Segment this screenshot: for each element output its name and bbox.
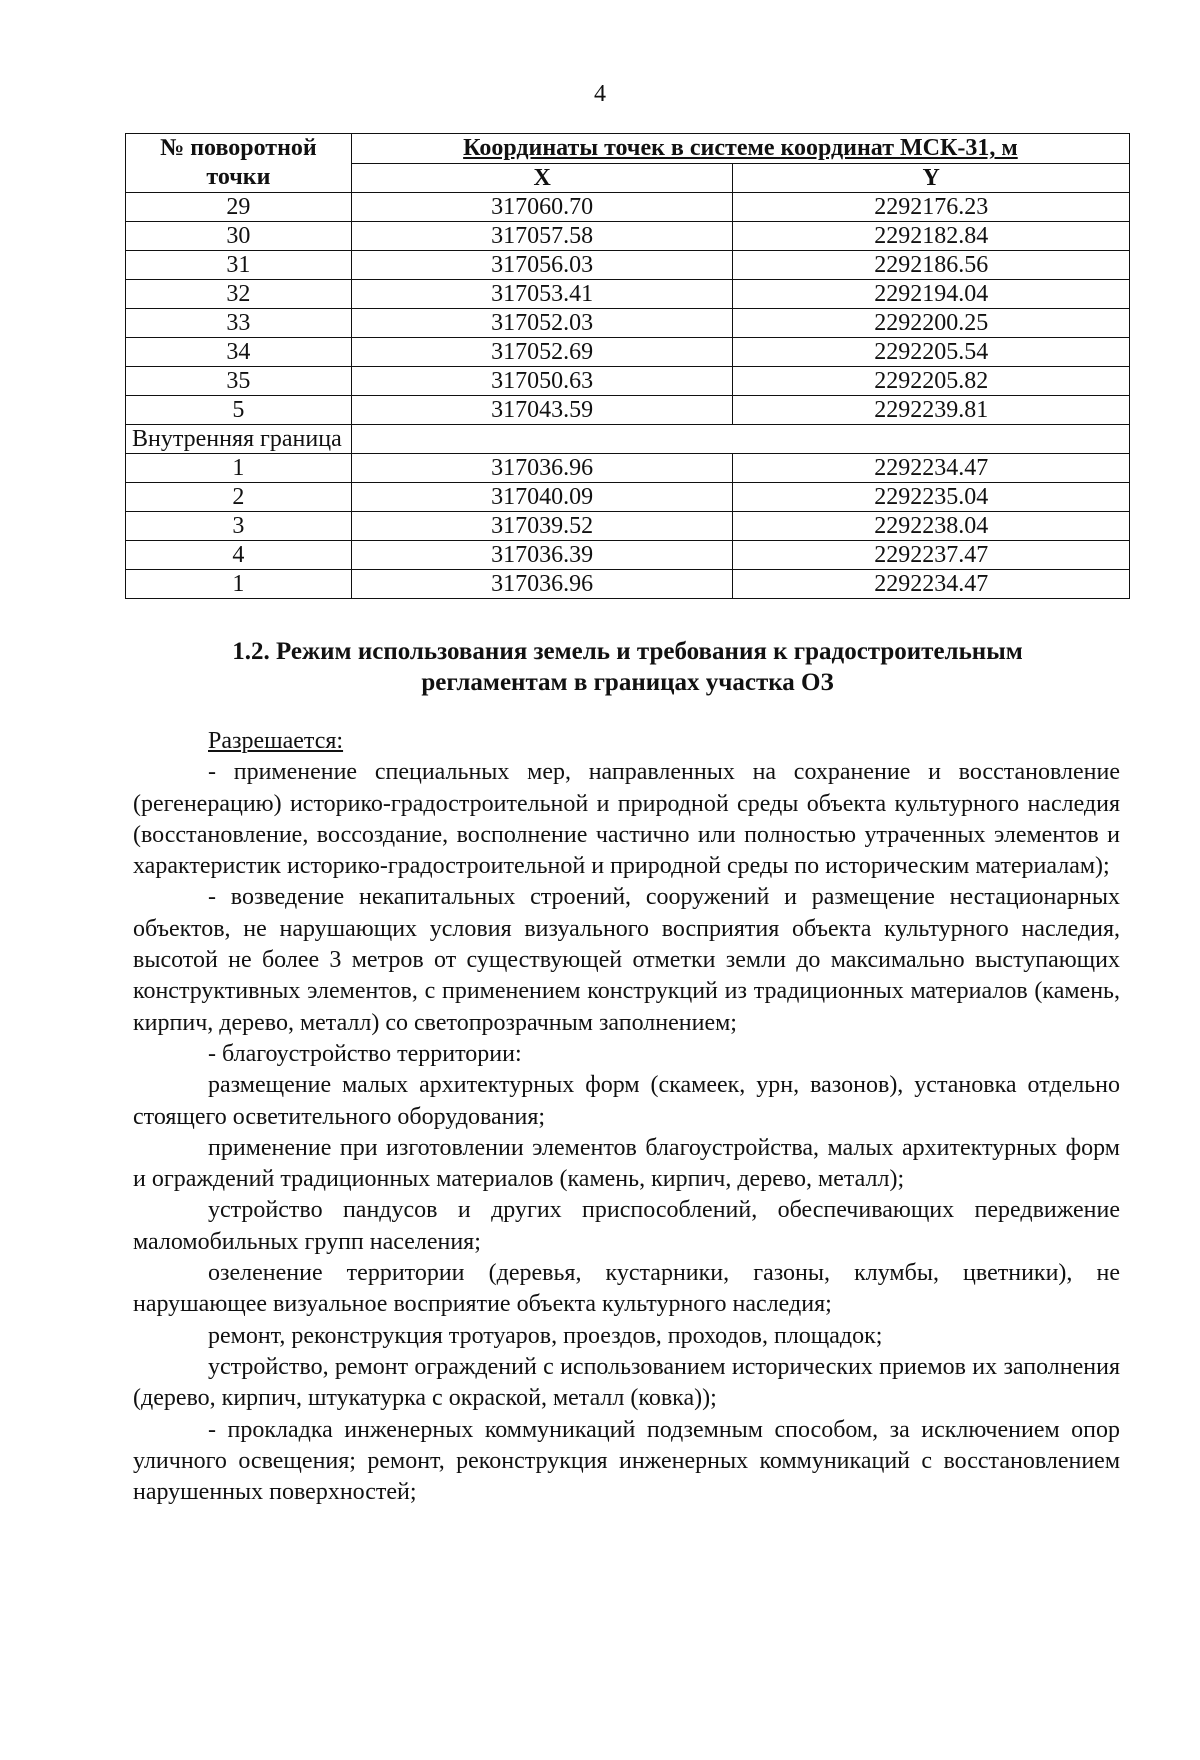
cell-point-number: 1 xyxy=(126,570,352,599)
paragraph-7: озеленение территории (деревья, кустарники, газоны, клумбы, цветники), не нарушающее визуальное восприятие объекта культурного наследия; xyxy=(133,1260,1120,1318)
cell-x: 317056.03 xyxy=(351,251,733,280)
table-row xyxy=(126,367,1130,396)
paragraph-2: - возведение некапитальных строений, сооружений и размещение нестационарных объектов, не нарушающих условия визуального восприятия объекта культурного наследия, высотой не более 3 метров от существующей отметки земли до максимально выступающих конструктивных элементов, с применением конструкций из традиционных материалов (камень, кирпич, дерево, металл) со светопрозрачным заполнением; xyxy=(133,884,1120,1036)
table-row xyxy=(126,309,1130,338)
cell-point-number: 31 xyxy=(126,251,352,280)
table-row xyxy=(126,222,1130,251)
table-row xyxy=(126,512,1130,541)
cell-point-number: 3 xyxy=(126,512,352,541)
cell-point-number: 5 xyxy=(126,396,352,425)
paragraph-3: - благоустройство территории: xyxy=(208,1040,522,1067)
cell-y: 2292200.25 xyxy=(733,309,1130,338)
cell-x: 317036.96 xyxy=(351,454,733,483)
cell-y: 2292205.82 xyxy=(733,367,1130,396)
paragraph-1: - применение специальных мер, направленных на сохранение и восстановление (регенерацию) историко-градостроительной и природной среды объекта культурного наследия (восстановление, воссоздание, восполнение частично или полностью утраченных элементов и характеристик историко-градостроительной и природной среды по историческим материалам); xyxy=(133,759,1120,880)
header-coordinates: Координаты точек в системе координат МСК-31, м xyxy=(351,134,1129,164)
cell-point-number: 4 xyxy=(126,541,352,570)
table-row xyxy=(126,338,1130,367)
cell-x: 317052.03 xyxy=(351,309,733,338)
cell-y: 2292234.47 xyxy=(733,570,1130,599)
cell-y: 2292234.47 xyxy=(733,454,1130,483)
inner-boundary-label: Внутренняя граница xyxy=(126,425,352,454)
table-row xyxy=(126,483,1130,512)
cell-y: 2292237.47 xyxy=(733,541,1130,570)
cell-y: 2292239.81 xyxy=(733,396,1130,425)
cell-y: 2292235.04 xyxy=(733,483,1130,512)
cell-point-number: 32 xyxy=(126,280,352,309)
inner-boundary-label-row xyxy=(126,425,1130,454)
cell-point-number: 34 xyxy=(126,338,352,367)
paragraph-9: устройство, ремонт ограждений с использованием исторических приемов их заполнения (дерево, кирпич, штукатурка с окраской, металл (ковка)); xyxy=(133,1353,1120,1412)
paragraph-8: ремонт, реконструкция тротуаров, проездов, проходов, площадок; xyxy=(208,1322,883,1349)
paragraph-6: устройство пандусов и других приспособлений, обеспечивающих передвижение маломобильных групп населения; xyxy=(133,1197,1120,1255)
section-title xyxy=(125,636,1130,698)
cell-point-number: 30 xyxy=(126,222,352,251)
header-y: Y xyxy=(733,163,1130,193)
table-row xyxy=(126,396,1130,425)
page-number: 4 xyxy=(594,81,606,107)
table-row xyxy=(126,541,1130,570)
inner-boundary-label-gap xyxy=(351,425,1129,454)
header-x: X xyxy=(351,163,733,193)
cell-y: 2292194.04 xyxy=(733,280,1130,309)
cell-x: 317057.58 xyxy=(351,222,733,251)
cell-y: 2292182.84 xyxy=(733,222,1130,251)
table-row xyxy=(126,454,1130,483)
cell-y: 2292186.56 xyxy=(733,251,1130,280)
table-row xyxy=(126,570,1130,599)
cell-x: 317060.70 xyxy=(351,193,733,222)
cell-x: 317040.09 xyxy=(351,483,733,512)
cell-point-number: 29 xyxy=(126,193,352,222)
cell-y: 2292238.04 xyxy=(733,512,1130,541)
allowed-heading: Разрешается: xyxy=(208,728,344,754)
cell-x: 317043.59 xyxy=(351,396,733,425)
paragraph-5: применение при изготовлении элементов благоустройства, малых архитектурных форм и ограждений традиционных материалов (камень, кирпич, дерево, металл); xyxy=(133,1134,1120,1193)
coordinates-table xyxy=(125,133,1130,599)
body-text xyxy=(133,726,1120,1508)
cell-x: 317039.52 xyxy=(351,512,733,541)
paragraph-4: размещение малых архитектурных форм (скамеек, урн, вазонов), установка отдельно стоящего осветительного оборудования; xyxy=(133,1072,1120,1130)
outer-boundary-rows xyxy=(126,193,1130,425)
table-header-row xyxy=(126,134,1130,164)
section-title-line-2: регламентам в границах участка ОЗ xyxy=(421,669,834,696)
cell-point-number: 2 xyxy=(126,483,352,512)
cell-point-number: 33 xyxy=(126,309,352,338)
inner-boundary-rows xyxy=(126,454,1130,599)
cell-y: 2292176.23 xyxy=(733,193,1130,222)
cell-x: 317053.41 xyxy=(351,280,733,309)
cell-x: 317050.63 xyxy=(351,367,733,396)
header-point-number: № поворотной точки xyxy=(126,134,352,193)
allowed-heading-paragraph xyxy=(133,726,1120,757)
table-row xyxy=(126,251,1130,280)
table-row xyxy=(126,193,1130,222)
cell-x: 317036.39 xyxy=(351,541,733,570)
cell-point-number: 35 xyxy=(126,367,352,396)
cell-point-number: 1 xyxy=(126,454,352,483)
cell-x: 317052.69 xyxy=(351,338,733,367)
table-row xyxy=(126,280,1130,309)
cell-y: 2292205.54 xyxy=(733,338,1130,367)
paragraph-10: - прокладка инженерных коммуникаций подземным способом, за исключением опор уличного освещения; ремонт, реконструкция инженерных коммуникаций с восстановлением нарушенных поверхностей; xyxy=(133,1416,1120,1506)
section-title-line-1: 1.2. Режим использования земель и требования к градостроительным xyxy=(232,638,1023,665)
cell-x: 317036.96 xyxy=(351,570,733,599)
